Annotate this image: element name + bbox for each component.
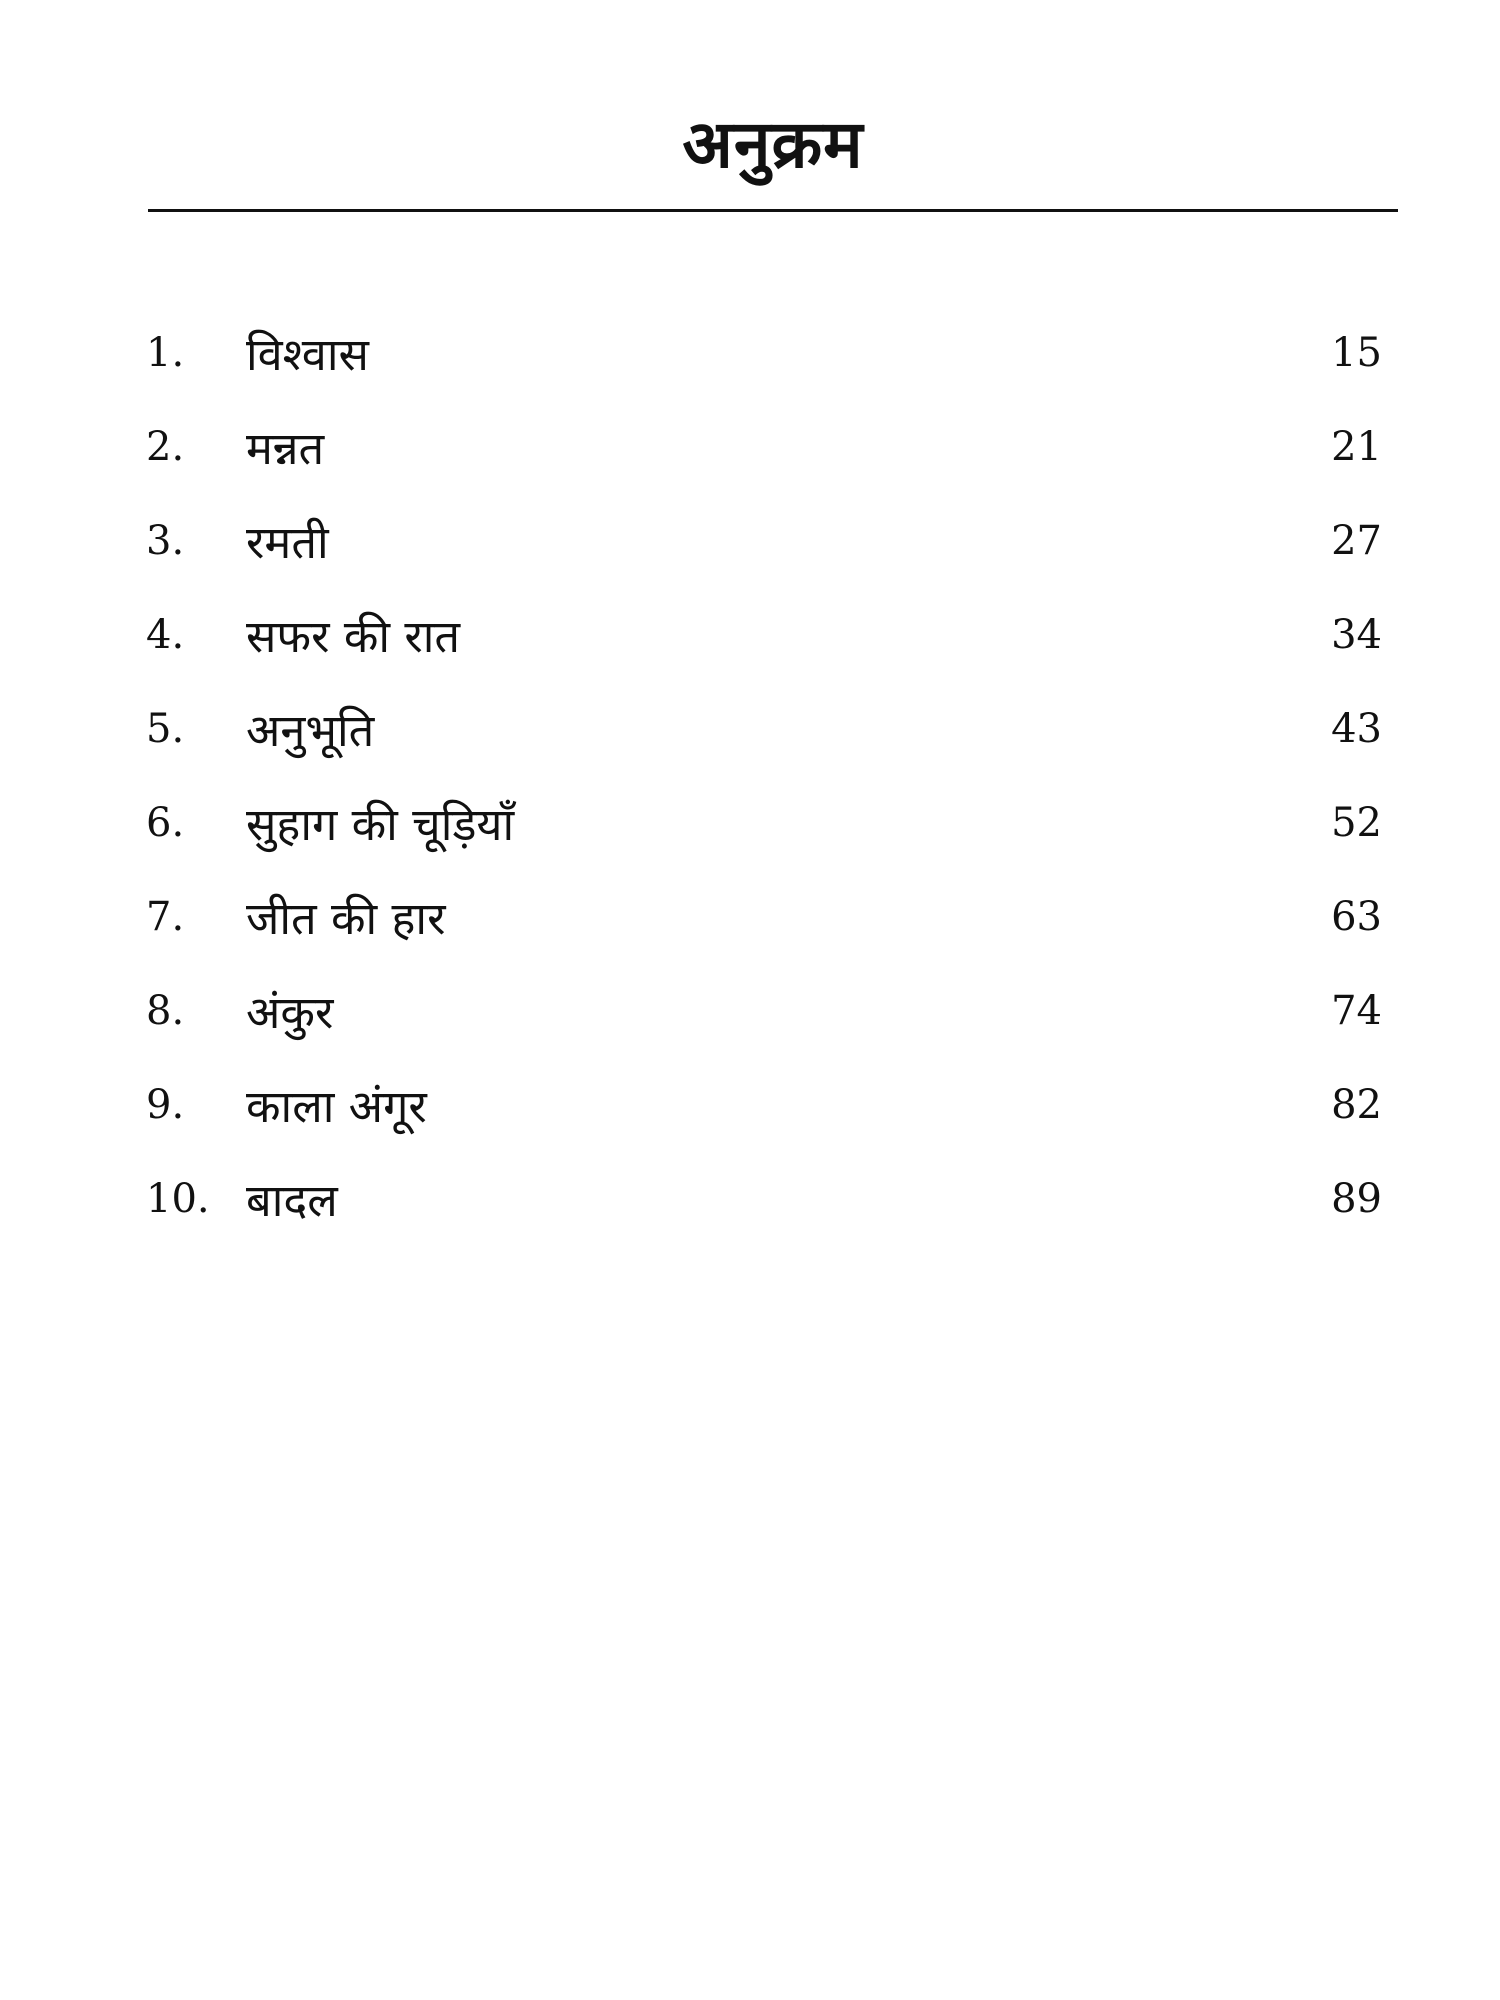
toc-entry-6 (146, 776, 1382, 870)
entry-title: अनुभूति (246, 703, 375, 757)
entry-page-number: 15 (1331, 330, 1382, 376)
entry-title: अंकुर (246, 985, 334, 1039)
entry-number: 4. (146, 612, 185, 658)
entry-number: 7. (146, 894, 185, 940)
entry-page-number: 82 (1331, 1082, 1382, 1128)
entry-number: 8. (146, 988, 185, 1034)
entry-title: काला अंगूर (246, 1079, 427, 1133)
entry-title: सफर की रात (246, 609, 461, 663)
entry-number: 5. (146, 706, 185, 752)
entry-page-number: 27 (1331, 518, 1382, 564)
toc-entry-2 (146, 400, 1382, 494)
toc-entry-9 (146, 1058, 1382, 1152)
entry-title: जीत की हार (246, 891, 446, 945)
toc-entry-4 (146, 588, 1382, 682)
entry-page-number: 74 (1331, 988, 1382, 1034)
entry-page-number: 34 (1331, 612, 1382, 658)
entry-number: 3. (146, 518, 185, 564)
entry-title: विश्वास (246, 327, 369, 381)
toc-entry-1 (146, 306, 1382, 400)
toc-entry-7 (146, 870, 1382, 964)
entry-page-number: 63 (1331, 894, 1382, 940)
entry-page-number: 89 (1331, 1176, 1382, 1222)
page-title: अनुक्रम (682, 106, 864, 183)
toc-entry-3 (146, 494, 1382, 588)
table-of-contents (146, 306, 1382, 1246)
toc-entry-10 (146, 1152, 1382, 1246)
entry-number: 10. (146, 1176, 210, 1222)
entry-page-number: 21 (1331, 424, 1382, 470)
entry-title: रमती (246, 515, 329, 569)
entry-number: 6. (146, 800, 185, 846)
entry-title: सुहाग की चूड़ियाँ (246, 797, 515, 851)
toc-entry-5 (146, 682, 1382, 776)
entry-page-number: 52 (1331, 800, 1382, 846)
heading-underline (148, 209, 1398, 212)
toc-entry-8 (146, 964, 1382, 1058)
entry-page-number: 43 (1331, 706, 1382, 752)
entry-number: 1. (146, 330, 185, 376)
entry-title: बादल (246, 1173, 338, 1227)
entry-title: मन्नत (246, 421, 325, 475)
entry-number: 9. (146, 1082, 185, 1128)
entry-number: 2. (146, 424, 185, 470)
